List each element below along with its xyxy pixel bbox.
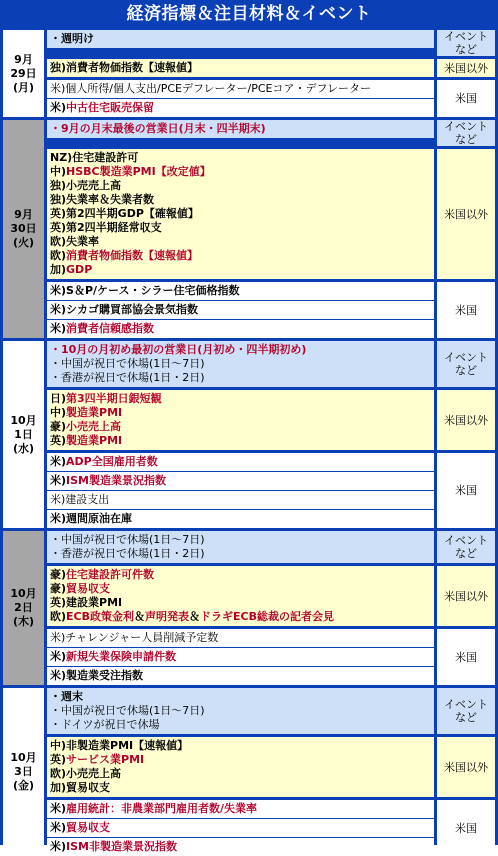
- highlight-text: 住宅建設許可件数: [66, 568, 155, 581]
- group-rows: [47, 566, 434, 626]
- date-cell: 10月 1日 (水): [3, 341, 44, 528]
- item-line: [50, 303, 431, 317]
- item-line: [50, 802, 431, 816]
- item-text: 英)建設業PMI: [50, 596, 123, 609]
- highlight-text: ・9月の月末最後の営業日(月末・四半期末): [50, 122, 266, 135]
- category-label: 米国: [437, 629, 495, 685]
- category-label: イベント など: [437, 30, 495, 56]
- non-us-indicators-group: [47, 737, 495, 797]
- date-cell: 9月 30日 (火): [3, 120, 44, 338]
- item-line: [50, 101, 431, 115]
- item-text: 独)消費者物価指数【速報値】: [50, 61, 199, 74]
- item-line: [50, 474, 431, 488]
- item-line: [50, 61, 431, 75]
- item-text: 米): [50, 802, 67, 815]
- item-line: [50, 179, 431, 193]
- item-text: 英): [50, 434, 67, 447]
- day-block: [3, 30, 495, 117]
- item-text: 中): [50, 406, 67, 419]
- item-line: [50, 221, 431, 235]
- item-text: 豪): [50, 420, 67, 433]
- item-line: [50, 493, 431, 507]
- highlight-text: 製造業PMI: [66, 434, 123, 447]
- item-line: [50, 753, 431, 767]
- item-line: [50, 371, 431, 385]
- group-rows: [47, 800, 434, 856]
- item-line: [50, 343, 431, 357]
- item-text: 中): [50, 165, 67, 178]
- list-item: [47, 531, 434, 563]
- non-us-indicators-group: [47, 390, 495, 450]
- us-indicators-group: [47, 453, 495, 528]
- item-text: ＆: [189, 610, 201, 623]
- list-item: [47, 30, 434, 48]
- day-groups: [47, 688, 495, 856]
- item-line: [50, 690, 431, 704]
- item-text: 米)S＆P/ケース・シラー住宅価格指数: [50, 284, 240, 297]
- list-item: [47, 648, 434, 666]
- item-line: [50, 322, 431, 336]
- highlight-text: ドラギECB総裁の記者会見: [200, 610, 334, 623]
- category-label: イベント など: [437, 531, 495, 563]
- page-title: 経済指標＆注目材料＆イベント: [126, 4, 372, 24]
- group-rows: [47, 341, 434, 387]
- item-line: [50, 568, 431, 582]
- item-text: ・香港が祝日で休場(1日・2日): [50, 547, 205, 560]
- item-text: 英)第2四半期経常収支: [50, 221, 162, 234]
- day-block: [3, 688, 495, 856]
- item-text: 加)貿易収支: [50, 781, 111, 794]
- item-line: [50, 32, 431, 46]
- item-text: 米): [50, 455, 67, 468]
- item-text: 欧)小売売上高: [50, 767, 122, 780]
- schedule-table: [3, 30, 495, 856]
- list-item: [47, 566, 434, 626]
- category-label: 米国以外: [437, 59, 495, 77]
- category-label: 米国以外: [437, 390, 495, 450]
- item-line: [50, 357, 431, 371]
- item-text: 米): [50, 101, 67, 114]
- highlight-text: 声明発表: [145, 610, 190, 623]
- item-line: [50, 420, 431, 434]
- group-rows: [47, 390, 434, 450]
- item-line: [50, 781, 431, 795]
- category-label: 米国: [437, 453, 495, 528]
- item-line: [50, 82, 431, 96]
- item-text: 英): [50, 753, 67, 766]
- event-group: [47, 688, 495, 734]
- list-item: [47, 301, 434, 319]
- item-text: 日): [50, 392, 67, 405]
- item-text: 加): [50, 263, 67, 276]
- list-item: [47, 120, 434, 138]
- list-item: [47, 667, 434, 685]
- item-line: [50, 406, 431, 420]
- item-text: 独)失業率＆失業者数: [50, 193, 155, 206]
- list-item: [47, 80, 434, 98]
- list-item: [47, 99, 434, 117]
- item-text: NZ)住宅建設許可: [50, 151, 139, 164]
- item-line: [50, 650, 431, 664]
- item-line: [50, 840, 431, 854]
- list-item: [47, 453, 434, 471]
- category-label: 米国以外: [437, 566, 495, 626]
- item-text: 米)週間原油在庫: [50, 512, 133, 525]
- highlight-text: ECB政策金利: [66, 610, 135, 623]
- category-label: 米国: [437, 282, 495, 338]
- category-label: 米国以外: [437, 737, 495, 797]
- item-line: [50, 596, 431, 610]
- item-line: [50, 704, 431, 718]
- group-rows: [47, 80, 434, 117]
- item-line: [50, 739, 431, 753]
- group-rows: [47, 59, 434, 77]
- day-groups: [47, 341, 495, 528]
- us-indicators-group: [47, 629, 495, 685]
- date-cell: 9月 29日 (月): [3, 30, 44, 117]
- item-text: 中)非製造業PMI【速報値】: [50, 739, 189, 752]
- group-rows: [47, 737, 434, 797]
- group-rows: [47, 149, 434, 279]
- item-text: 米): [50, 474, 67, 487]
- list-item: [47, 491, 434, 509]
- group-rows: [47, 120, 434, 146]
- item-line: [50, 122, 431, 136]
- item-line: [50, 284, 431, 298]
- highlight-text: 中古住宅販売保留: [66, 101, 155, 114]
- list-item: [47, 838, 434, 856]
- item-text: 米)個人所得/個人支出/PCEデフレーター/PCEコア・デフレーター: [50, 82, 372, 95]
- highlight-text: 消費者物価指数【速報値】: [66, 249, 199, 262]
- list-item: [47, 390, 434, 450]
- group-rows: [47, 282, 434, 338]
- item-text: 米): [50, 840, 67, 853]
- item-line: [50, 249, 431, 263]
- us-indicators-group: [47, 800, 495, 856]
- category-label: イベント など: [437, 341, 495, 387]
- group-rows: [47, 453, 434, 528]
- highlight-text: 貿易収支: [66, 582, 111, 595]
- event-group: [47, 30, 495, 56]
- list-item: [47, 59, 434, 77]
- highlight-text: 第3四半期日銀短観: [66, 392, 162, 405]
- item-line: [50, 392, 431, 406]
- item-text: 豪): [50, 568, 67, 581]
- us-indicators-group: [47, 80, 495, 117]
- highlight-text: HSBC製造業PMI【改定値】: [66, 165, 211, 178]
- item-text: 欧)失業率: [50, 235, 100, 248]
- group-rows: [47, 30, 434, 56]
- item-text: 豪): [50, 582, 67, 595]
- highlight-text: ISM非製造業景況指数: [66, 840, 177, 853]
- us-indicators-group: [47, 282, 495, 338]
- list-item: [47, 320, 434, 338]
- list-item: [47, 472, 434, 490]
- highlight-text: 製造業PMI: [66, 406, 123, 419]
- category-label: 米国以外: [437, 149, 495, 279]
- day-groups: [47, 531, 495, 685]
- date-cell: 10月 2日 (木): [3, 531, 44, 685]
- item-line: [50, 718, 431, 732]
- date-cell: 10月 3日 (金): [3, 688, 44, 856]
- group-rows: [47, 531, 434, 563]
- item-text: 米)チャレンジャー人員削減予定数: [50, 631, 219, 644]
- highlight-text: GDP: [66, 263, 93, 276]
- non-us-indicators-group: [47, 59, 495, 77]
- item-line: [50, 669, 431, 683]
- highlight-text: 小売売上高: [66, 420, 122, 433]
- list-item: [47, 629, 434, 647]
- event-group: [47, 341, 495, 387]
- event-group: [47, 120, 495, 146]
- list-item: [47, 800, 434, 818]
- item-text: 独)小売売上高: [50, 179, 122, 192]
- item-text: 米): [50, 650, 67, 663]
- item-line: [50, 263, 431, 277]
- list-item: [47, 341, 434, 387]
- group-rows: [47, 688, 434, 734]
- item-text: 米)製造業受注指数: [50, 669, 144, 682]
- item-text: 米): [50, 322, 67, 335]
- item-text: 欧): [50, 249, 67, 262]
- category-label: イベント など: [437, 120, 495, 146]
- item-line: [50, 235, 431, 249]
- list-item: [47, 737, 434, 797]
- highlight-text: ADP全国雇用者数: [66, 455, 158, 468]
- item-line: [50, 455, 431, 469]
- highlight-text: サービス業PMI: [66, 753, 145, 766]
- item-text: ・中国が祝日で休場(1日～7日): [50, 533, 205, 546]
- category-label: 米国: [437, 800, 495, 856]
- group-rows: [47, 629, 434, 685]
- list-item: [47, 149, 434, 279]
- category-label: 米国: [437, 80, 495, 117]
- item-text: 欧): [50, 610, 67, 623]
- item-line: [50, 434, 431, 448]
- item-text: ・香港が祝日で休場(1日・2日): [50, 371, 205, 384]
- item-line: [50, 631, 431, 645]
- day-block: [3, 531, 495, 685]
- highlight-text: 雇用統計：非農業部門雇用者数/失業率: [66, 802, 258, 815]
- item-line: [50, 547, 431, 561]
- event-group: [47, 531, 495, 563]
- item-line: [50, 821, 431, 835]
- item-line: [50, 512, 431, 526]
- highlight-text: ISM製造業景況指数: [66, 474, 166, 487]
- day-groups: [47, 120, 495, 338]
- list-item: [47, 510, 434, 528]
- highlight-text: 新規失業保険申請件数: [66, 650, 177, 663]
- highlight-text: 貿易収支: [66, 821, 111, 834]
- highlight-text: ・10月の月初め最初の営業日(月初め・四半期初め): [50, 343, 307, 356]
- day-block: [3, 120, 495, 338]
- item-text: ・ドイツが祝日で休場: [50, 718, 160, 731]
- item-line: [50, 165, 431, 179]
- item-line: [50, 193, 431, 207]
- category-label: イベント など: [437, 688, 495, 734]
- item-text: ・中国が祝日で休場(1日～7日): [50, 704, 205, 717]
- item-text: ・中国が祝日で休場(1日～7日): [50, 357, 205, 370]
- list-item: [47, 819, 434, 837]
- item-text: ＆: [134, 610, 146, 623]
- item-text: ・週明け: [50, 32, 94, 45]
- item-text: 英)第2四半期GDP【確報値】: [50, 207, 199, 220]
- non-us-indicators-group: [47, 149, 495, 279]
- item-text: 米)建設支出: [50, 493, 110, 506]
- list-item: [47, 688, 434, 734]
- item-line: [50, 207, 431, 221]
- item-text: 米)シカゴ購買部協会景気指数: [50, 303, 199, 316]
- day-groups: [47, 30, 495, 117]
- list-item: [47, 282, 434, 300]
- item-line: [50, 533, 431, 547]
- item-text: 米): [50, 821, 67, 834]
- item-line: [50, 610, 431, 624]
- day-block: [3, 341, 495, 528]
- item-line: [50, 582, 431, 596]
- non-us-indicators-group: [47, 566, 495, 626]
- item-line: [50, 151, 431, 165]
- item-line: [50, 767, 431, 781]
- highlight-text: 消費者信頼感指数: [66, 322, 155, 335]
- item-text: ・週末: [50, 690, 83, 703]
